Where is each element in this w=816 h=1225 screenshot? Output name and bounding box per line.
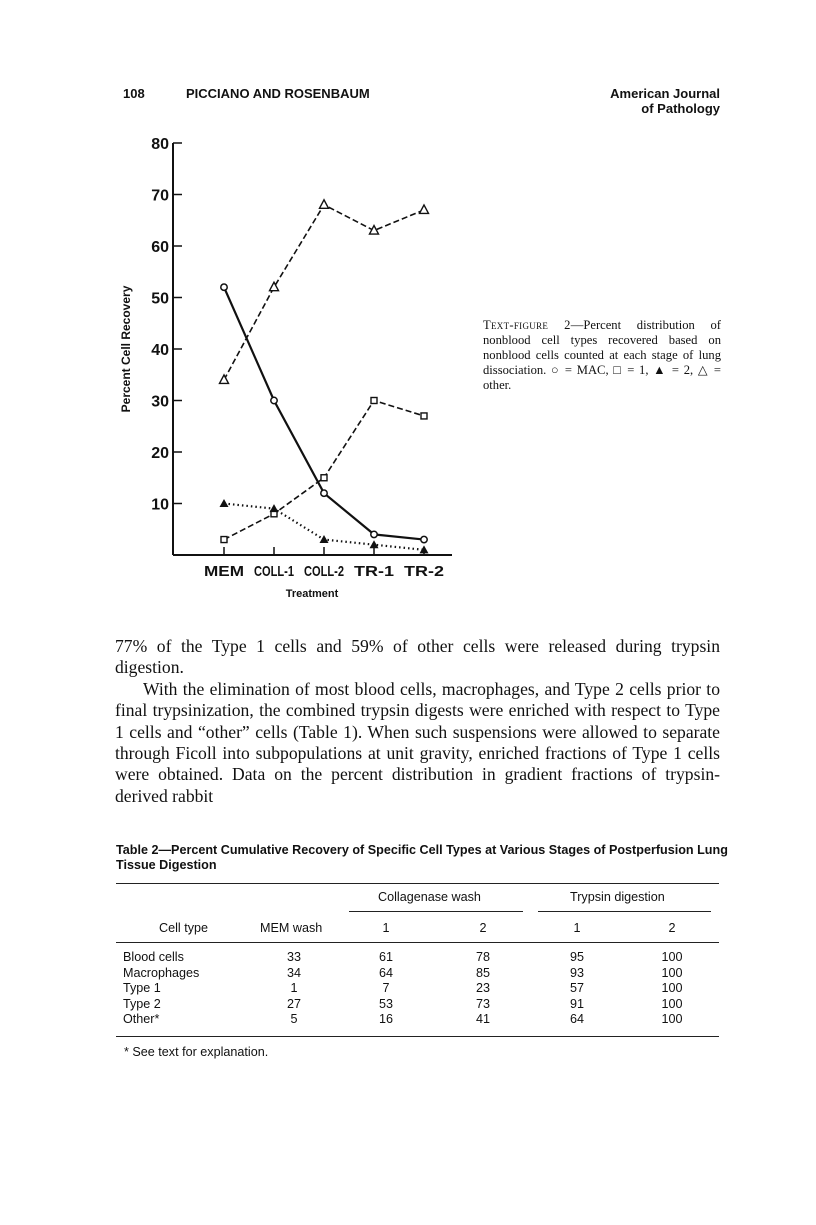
x-tick-label: MEM <box>204 563 244 580</box>
table-top-rule <box>116 883 719 884</box>
x-tick-label: TR-2 <box>404 563 444 580</box>
table-cell-c1: 64 <box>378 965 393 980</box>
collagenase-underline <box>349 911 523 912</box>
group-header-collagenase: Collagenase wash <box>378 890 481 904</box>
table-cell-t1: 93 <box>569 965 584 980</box>
col-header-tryp-1: 1 <box>573 921 581 935</box>
data-point-mac <box>271 397 277 403</box>
table-cell-t2: 100 <box>661 981 683 995</box>
y-tick-label: 80 <box>151 136 169 153</box>
page-number: 108 <box>123 86 145 101</box>
col-header-coll-2: 2 <box>479 921 487 935</box>
journal-line-1: American Journal <box>610 86 720 101</box>
table-header-rule <box>116 942 719 943</box>
running-head-authors: PICCIANO AND ROSENBAUM <box>186 86 370 101</box>
caption-text: —Percent distribution of nonblood cell types recovered based on nonblood cells counted at each stage of lung dissociation. ○ = MAC, □ = 1, ▲ = 2, △ = other. <box>483 318 721 392</box>
data-point-type-1 <box>321 475 327 481</box>
y-axis-label: Percent Cell Recovery <box>119 285 133 413</box>
journal-line-2: of Pathology <box>641 101 720 116</box>
figure-caption <box>483 318 721 393</box>
table-cell-mem: 34 <box>286 965 301 980</box>
table-footnote: * See text for explanation. <box>124 1045 269 1059</box>
table-cell-c1: 53 <box>378 996 393 1011</box>
col-header-celltype: Cell type <box>159 921 208 935</box>
x-tick-label: COLL-1 <box>254 563 294 580</box>
col-header-tryp-2: 2 <box>668 921 676 935</box>
y-tick-label: 20 <box>151 445 169 462</box>
y-tick-label: 50 <box>151 290 169 308</box>
table-cell-t1: 64 <box>569 1012 584 1026</box>
trypsin-underline <box>538 911 711 912</box>
table-cell-c2: 85 <box>475 965 490 980</box>
data-point-type-2 <box>220 499 229 507</box>
table-cell-c2: 23 <box>475 981 490 995</box>
running-head-journal <box>610 86 720 116</box>
table-cell-t2: 100 <box>661 965 683 980</box>
table-cell-c1: 61 <box>378 950 393 964</box>
x-axis-label: Treatment <box>285 588 339 600</box>
data-point-mac <box>421 536 427 542</box>
data-point-type-1 <box>421 413 427 419</box>
table-cell-t1: 95 <box>569 950 584 964</box>
table-title: Table 2—Percent Cumulative Recovery of Specific Cell Types at Various Stages of Postperfusion Lung Tissue Digestion <box>116 843 728 872</box>
data-point-mac <box>321 490 327 496</box>
table-cell-t1: 91 <box>569 996 584 1011</box>
table-cell-t2: 100 <box>661 996 683 1011</box>
table-cell-t2: 100 <box>661 950 683 964</box>
table-cell-c2: 41 <box>475 1012 490 1026</box>
data-point-type-2 <box>270 504 279 512</box>
y-tick-label: 60 <box>151 239 169 256</box>
data-point-other <box>320 200 329 209</box>
caption-label: Text-figure 2 <box>483 318 571 332</box>
y-tick-label: 10 <box>151 496 169 514</box>
table-cell-c1: 16 <box>378 1012 393 1026</box>
data-point-type-2 <box>320 535 329 543</box>
table-bottom-rule <box>116 1036 719 1037</box>
data-point-other <box>220 375 229 384</box>
chart-axes <box>173 143 452 555</box>
table-cell-mem: 5 <box>290 1012 298 1026</box>
data-point-mac <box>221 284 227 290</box>
table-cell-mem: 27 <box>286 996 301 1011</box>
series-line-mac <box>224 287 424 539</box>
table-cell-c2: 78 <box>475 950 490 964</box>
table-cell-type: Type 1 <box>123 981 161 995</box>
y-tick-label: 30 <box>151 393 169 411</box>
recovery-line-chart <box>100 130 480 610</box>
table-cell-type: Type 2 <box>123 996 161 1011</box>
col-header-mem: MEM wash <box>260 921 323 935</box>
x-tick-label: COLL-2 <box>304 563 344 580</box>
chart-series <box>220 200 429 554</box>
chart-labels <box>119 136 444 600</box>
table-cell-t2: 100 <box>661 1012 683 1026</box>
data-point-other <box>420 205 429 214</box>
table-cell-mem: 33 <box>286 950 301 964</box>
table-cell-type: Other* <box>123 1012 160 1026</box>
series-line-type-1 <box>224 401 424 540</box>
group-header-trypsin: Trypsin digestion <box>570 890 665 904</box>
y-tick-label: 70 <box>151 187 169 205</box>
data-point-type-1 <box>221 537 227 543</box>
table-cell-type: Macrophages <box>123 965 200 980</box>
paragraph-1: 77% of the Type 1 cells and 59% of other cells were released during trypsin digestion. <box>115 636 720 678</box>
table-cell-mem: 1 <box>290 981 298 995</box>
table-cell-c1: 7 <box>382 981 390 995</box>
x-tick-label: TR-1 <box>354 563 394 580</box>
data-point-type-2 <box>420 545 429 553</box>
data-point-type-1 <box>371 398 377 404</box>
paragraph-2: With the elimination of most blood cells, macrophages, and Type 2 cells prior to final trypsinization, the combined trypsin digests were enriched with respect to Type 1 cells and “other” cells (Table 1). When such suspensions were allowed to separate through Ficoll into subpopulations at unit gravity, enriched fractions of Type 1 cells were obtained. Data on the percent distribution in gradient fractions of trypsin-derived rabbit <box>115 678 720 806</box>
data-point-mac <box>371 531 377 537</box>
body-text <box>115 636 720 807</box>
col-header-coll-1: 1 <box>382 921 390 935</box>
table-cell-c2: 73 <box>475 996 490 1011</box>
table-cell-t1: 57 <box>569 981 584 995</box>
y-tick-label: 40 <box>151 342 169 359</box>
table-cell-type: Blood cells <box>123 950 184 964</box>
